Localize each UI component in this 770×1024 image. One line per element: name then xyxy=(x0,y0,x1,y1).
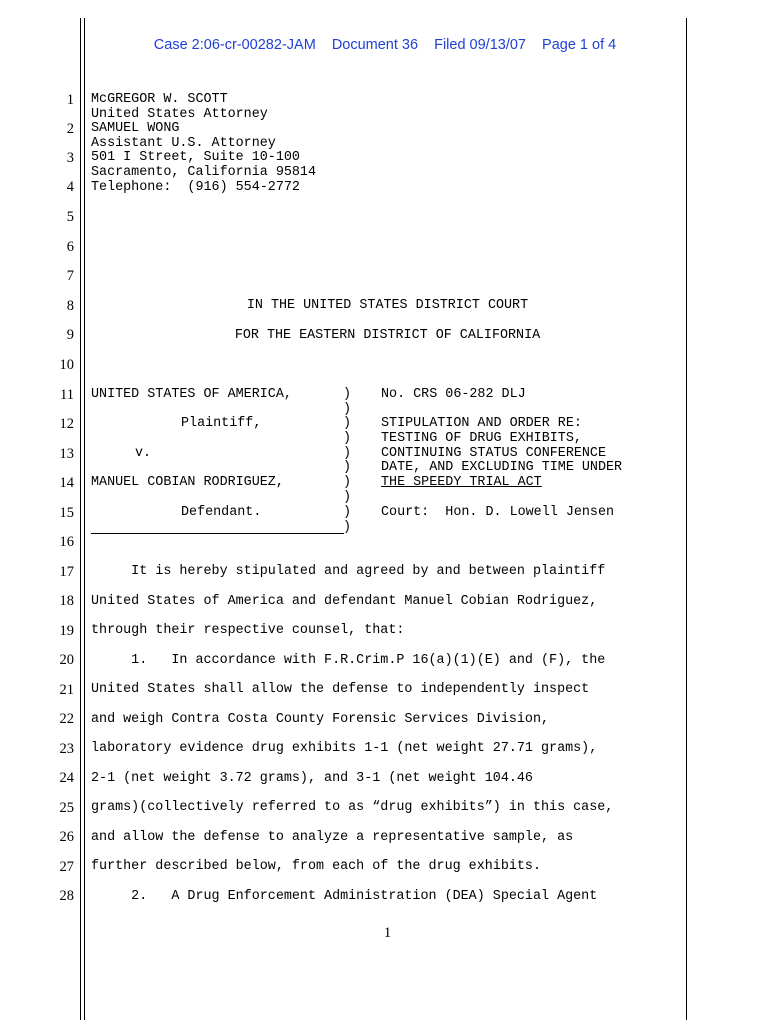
line-number: 14 xyxy=(59,475,74,491)
header-filed: Filed 09/13/07 xyxy=(434,37,526,53)
page-number: 1 xyxy=(383,925,392,941)
case-number: No. CRS 06-282 DLJ xyxy=(381,387,526,402)
plaintiff-name: UNITED STATES OF AMERICA, xyxy=(91,387,292,402)
body-line: grams)(collectively referred to as “drug exhibits”) in this case, xyxy=(91,800,614,815)
header-document: Document 36 xyxy=(331,37,419,53)
line-number: 23 xyxy=(59,741,74,757)
body-line: laboratory evidence drug exhibits 1-1 (net weight 27.71 grams), xyxy=(91,741,598,756)
caption-title-line: DATE, AND EXCLUDING TIME UNDER xyxy=(381,460,623,475)
line-number: 6 xyxy=(66,239,74,255)
body-line: and allow the defense to analyze a representative sample, as xyxy=(91,829,574,845)
line-number: 10 xyxy=(59,357,74,373)
line-number: 4 xyxy=(66,179,74,195)
line-number: 12 xyxy=(59,416,74,432)
line-number: 20 xyxy=(59,652,74,668)
court-judge: Court: Hon. D. Lowell Jensen xyxy=(381,505,615,520)
attorney-line: SAMUEL WONG xyxy=(91,121,180,137)
line-number: 22 xyxy=(59,711,74,727)
plaintiff-role: Plaintiff, xyxy=(181,416,262,431)
line-number: 24 xyxy=(59,770,74,786)
body-line: further described below, from each of the drug exhibits. xyxy=(91,859,541,874)
line-number: 13 xyxy=(59,446,74,462)
body-line: through their respective counsel, that: xyxy=(91,623,405,638)
body-line: United States shall allow the defense to independently inspect xyxy=(91,682,590,697)
line-number: 19 xyxy=(59,623,74,639)
body-line: United States of America and defendant Manuel Cobian Rodriguez, xyxy=(91,593,598,609)
caption-paren: ) xyxy=(343,387,352,402)
line-number: 9 xyxy=(66,327,74,343)
left-margin-line xyxy=(80,18,81,1020)
body-line: 1. In accordance with F.R.Crim.P 16(a)(1)(E) and (F), the xyxy=(91,652,606,668)
line-number: 2 xyxy=(66,121,74,137)
defendant-role: Defendant. xyxy=(181,505,262,520)
caption-paren: ) xyxy=(343,460,352,475)
caption-paren: ) xyxy=(343,431,352,446)
caption-title-line: THE SPEEDY TRIAL ACT xyxy=(381,475,542,490)
line-number: 5 xyxy=(66,209,74,225)
line-number: 8 xyxy=(66,298,74,314)
caption-title-line: TESTING OF DRUG EXHIBITS, xyxy=(381,431,582,446)
caption-paren: ) xyxy=(343,416,352,431)
attorney-line: United States Attorney xyxy=(91,106,268,122)
body-line: and weigh Contra Costa County Forensic Services Division, xyxy=(91,711,550,727)
body-line: 2-1 (net weight 3.72 grams), and 3-1 (net weight 104.46 xyxy=(91,770,533,786)
caption-paren: ) xyxy=(343,446,352,461)
line-number: 16 xyxy=(59,534,74,550)
attorney-line: McGREGOR W. SCOTT xyxy=(91,92,228,107)
line-number: 25 xyxy=(59,800,74,816)
attorney-line: 501 I Street, Suite 10-100 xyxy=(91,150,300,166)
line-number: 18 xyxy=(59,593,74,609)
caption-title-line: STIPULATION AND ORDER RE: xyxy=(381,416,582,431)
defendant-name: MANUEL COBIAN RODRIGUEZ, xyxy=(91,475,284,490)
body-line: It is hereby stipulated and agreed by and between plaintiff xyxy=(91,564,606,579)
caption-title-line: CONTINUING STATUS CONFERENCE xyxy=(381,446,606,461)
line-number: 21 xyxy=(59,682,74,698)
caption-paren: ) xyxy=(343,505,352,520)
left-margin-line-inner xyxy=(84,18,85,1020)
line-number: 26 xyxy=(59,829,74,845)
caption-paren: ) xyxy=(343,475,352,490)
line-number: 11 xyxy=(60,387,74,403)
line-number: 17 xyxy=(59,564,74,580)
header-page: Page 1 of 4 xyxy=(542,37,617,53)
line-number: 27 xyxy=(59,859,74,875)
attorney-line: Sacramento, California 95814 xyxy=(91,165,316,180)
versus: v. xyxy=(135,446,152,461)
line-number: 28 xyxy=(59,888,74,904)
caption-paren: ) xyxy=(343,490,352,505)
body-line: 2. A Drug Enforcement Administration (DEA) Special Agent xyxy=(91,888,598,904)
attorney-line: Telephone: (916) 554-2772 xyxy=(91,179,300,195)
line-number: 15 xyxy=(59,505,74,521)
caption-paren: ) xyxy=(343,520,352,535)
right-margin-line xyxy=(686,18,687,1020)
caption-rule xyxy=(91,533,344,534)
attorney-line: Assistant U.S. Attorney xyxy=(91,135,276,151)
line-number: 1 xyxy=(66,92,74,108)
court-district: FOR THE EASTERN DISTRICT OF CALIFORNIA xyxy=(234,328,541,343)
header-case: Case 2:06-cr-00282-JAM xyxy=(153,37,316,53)
line-number: 3 xyxy=(66,150,74,166)
line-number: 7 xyxy=(66,268,74,284)
court-name: IN THE UNITED STATES DISTRICT COURT xyxy=(246,298,529,313)
filing-header xyxy=(83,37,687,53)
caption-paren: ) xyxy=(343,402,352,417)
